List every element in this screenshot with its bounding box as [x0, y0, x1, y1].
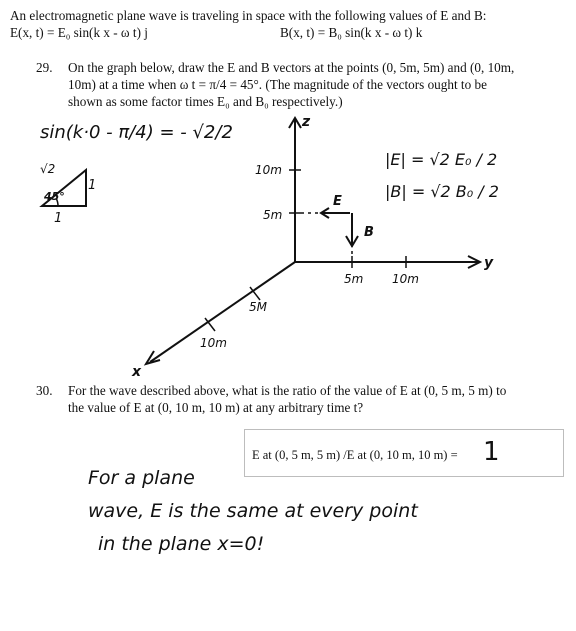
- e-vector-label: E: [333, 194, 342, 209]
- y-tick-5m-label: 5m: [344, 272, 364, 286]
- z-axis-label: z: [302, 114, 311, 130]
- x-axis-label: x: [132, 364, 142, 380]
- q29-line1: On the graph below, draw the E and B vectors at the points (0, 5m, 5m) and (0, 10m,: [68, 60, 515, 75]
- angle-triangle: [42, 170, 86, 206]
- q29-line3: shown as some factor times E₀ and B₀ respectively.): [68, 94, 343, 109]
- b-magnitude: |B| = √2 B₀ / 2: [385, 182, 499, 201]
- e-field-equation: E(x, t) = E₀ sin(k x - ω t) j: [10, 25, 148, 40]
- triangle-angle-arc: [56, 198, 58, 206]
- q30-line2: the value of E at (0, 10 m, 10 m) at any arbitrary time t?: [68, 400, 364, 415]
- note-line1: For a plane: [88, 467, 195, 489]
- x-axis-line: [150, 262, 295, 362]
- note-line3: in the plane x=0!: [98, 533, 265, 555]
- triangle-hypotenuse-label: √2: [40, 162, 56, 176]
- q29-line2: 10m) at a time when ω t = π/4 = 45°. (The magnitude of the vectors ought to be: [68, 77, 487, 92]
- answer-box: [244, 429, 564, 477]
- z-tick-5m-label: 5m: [263, 208, 283, 222]
- answer-value: 1: [483, 437, 500, 467]
- q30-line1: For the wave described above, what is the ratio of the value of E at (0, 5 m, 5 m) to: [68, 383, 507, 398]
- y-axis-label: y: [484, 255, 494, 271]
- x-tick-5m-label: 5M: [249, 300, 267, 314]
- triangle-base-label: 1: [54, 211, 63, 226]
- x-tick-10m-label: 10m: [200, 336, 227, 350]
- e-magnitude: |E| = √2 E₀ / 2: [385, 150, 498, 169]
- note-line2: wave, E is the same at every point: [88, 500, 418, 522]
- triangle-angle-label: 45°: [44, 190, 65, 203]
- triangle-side-label: 1: [88, 178, 97, 193]
- z-tick-10m-label: 10m: [255, 163, 282, 177]
- q30-number: 30.: [36, 383, 53, 398]
- answer-label: E at (0, 5 m, 5 m) /E at (0, 10 m, 10 m) =: [252, 448, 458, 462]
- y-tick-10m-label: 10m: [392, 272, 419, 286]
- b-field-equation: B(x, t) = B₀ sin(k x - ω t) k: [280, 25, 423, 40]
- q29-number: 29.: [36, 60, 53, 75]
- b-vector-label: B: [364, 225, 374, 240]
- intro-line: An electromagnetic plane wave is traveling in space with the following values of E and B:: [10, 8, 487, 23]
- sin-equation: sin(k·0 - π/4) = - √2/2: [40, 122, 233, 143]
